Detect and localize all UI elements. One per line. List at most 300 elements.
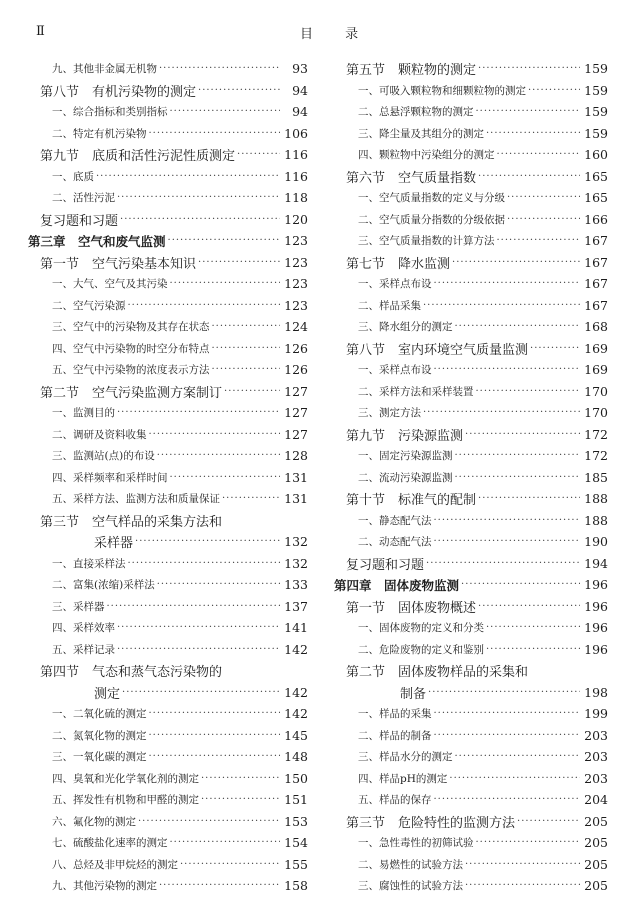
- dot-leader: [168, 106, 281, 117]
- toc-title: 九、其他污染物的测定: [52, 880, 157, 893]
- toc-item: [346, 316, 608, 338]
- dot-leader: [196, 85, 280, 96]
- dot-leader: [147, 429, 281, 440]
- toc-item: [40, 553, 308, 575]
- dot-leader: [426, 687, 580, 698]
- toc-item: [40, 574, 308, 596]
- toc-page-number: 132: [284, 555, 308, 571]
- toc-page-number: 196: [584, 641, 608, 657]
- toc-item: [40, 359, 308, 381]
- toc-item: [40, 187, 308, 209]
- toc-item: [346, 789, 608, 811]
- toc-item: [346, 80, 608, 102]
- toc-page-number: 169: [584, 340, 608, 356]
- toc-page-number: 205: [584, 856, 608, 872]
- toc-title: 三、空气质量指数的计算方法: [358, 235, 495, 248]
- dot-leader: [157, 63, 280, 74]
- toc-item: [346, 295, 608, 317]
- dot-leader: [495, 149, 581, 160]
- toc-page-number: 194: [584, 555, 608, 571]
- toc-page-number: 155: [284, 856, 308, 872]
- toc-title: 六、氟化物的测定: [52, 815, 136, 828]
- dot-leader: [515, 816, 580, 827]
- toc-item: [40, 295, 308, 317]
- toc-page-number: 159: [584, 104, 608, 120]
- toc-review: [346, 553, 608, 575]
- dot-leader: [447, 773, 580, 784]
- toc-title: 一、综合指标和类别指标: [52, 106, 168, 119]
- toc-item: [346, 725, 608, 747]
- toc-page-number: 205: [584, 813, 608, 829]
- toc-title: 一、可吸入颗粒物和细颗粒物的测定: [358, 84, 526, 97]
- toc-item: [40, 639, 308, 661]
- toc-item: [40, 768, 308, 790]
- toc-item: [346, 832, 608, 854]
- toc-page-number: 123: [284, 233, 308, 249]
- toc-section: [40, 252, 308, 274]
- toc-item: [346, 639, 608, 661]
- toc-page-number: 153: [284, 813, 308, 829]
- dot-leader: [505, 192, 580, 203]
- toc-item: [346, 402, 608, 424]
- toc-title: 第一节 空气污染基本知识: [40, 256, 197, 272]
- toc-title: 二、氮氧化物的测定: [52, 729, 147, 742]
- toc-page-number: 203: [584, 727, 608, 743]
- toc-title: 二、特定有机污染物: [52, 127, 147, 140]
- toc-page-number: 142: [284, 641, 308, 657]
- toc-page-number: 150: [284, 770, 308, 786]
- dot-leader: [432, 730, 581, 741]
- toc-item: [40, 811, 308, 833]
- toc-column-left: [28, 58, 308, 897]
- toc-item: [346, 381, 608, 403]
- dot-leader: [476, 493, 580, 504]
- toc-item: [40, 617, 308, 639]
- dot-leader: [463, 880, 580, 891]
- toc-page-number: 172: [584, 426, 608, 442]
- toc-item: [346, 768, 608, 790]
- toc-section: [346, 166, 608, 188]
- dot-leader: [115, 644, 280, 655]
- toc-title: 一、直接采样法: [52, 557, 126, 570]
- dot-leader: [166, 235, 280, 246]
- toc-title: 四、采样频率和采样时间: [52, 471, 168, 484]
- dot-leader: [459, 579, 580, 590]
- toc-title-cont: 制备: [400, 686, 427, 702]
- toc-title: 一、采样点布设: [358, 364, 432, 377]
- toc-item: [346, 123, 608, 145]
- toc-title: 一、固定污染源监测: [358, 450, 453, 463]
- dot-leader: [126, 300, 281, 311]
- toc-section: [40, 144, 308, 166]
- toc-title: 五、采样记录: [52, 643, 115, 656]
- toc-title: 第十节 标准气的配制: [346, 493, 477, 509]
- toc-page-number: 199: [584, 706, 608, 722]
- dot-leader: [495, 235, 581, 246]
- toc-page-number: 168: [584, 319, 608, 335]
- toc-page-number: 205: [584, 878, 608, 894]
- toc-item: [346, 445, 608, 467]
- toc-page-number: 116: [284, 168, 308, 184]
- toc-item: [40, 703, 308, 725]
- toc-page-number: 159: [584, 82, 608, 98]
- dot-leader: [424, 558, 580, 569]
- toc-title: 一、二氧化硫的测定: [52, 708, 147, 721]
- toc-title: 九、其他非金属无机物: [52, 63, 157, 76]
- toc-page-number: 131: [284, 469, 308, 485]
- toc-item: [40, 875, 308, 897]
- dot-leader: [474, 837, 581, 848]
- toc-page-number: 204: [584, 792, 608, 808]
- toc-title: 第七节 降水监测: [346, 256, 451, 272]
- toc-page-number: 159: [584, 61, 608, 77]
- toc-page-number: 167: [584, 276, 608, 292]
- toc-section: [346, 58, 608, 80]
- dot-leader: [421, 300, 580, 311]
- toc-page-number: 132: [284, 534, 308, 550]
- toc-column-right: [334, 58, 608, 897]
- toc-title: 五、采样方法、监测方法和质量保证: [52, 493, 220, 506]
- toc-item: [40, 338, 308, 360]
- dot-leader: [432, 515, 581, 526]
- dot-leader: [155, 579, 280, 590]
- toc-title: 二、富集(浓缩)采样法: [52, 579, 155, 592]
- toc-title: 一、急性毒性的初筛试验: [358, 837, 474, 850]
- toc-page-number: 137: [284, 598, 308, 614]
- dot-leader: [136, 816, 280, 827]
- toc-page-number: 128: [284, 448, 308, 464]
- dot-leader: [484, 622, 580, 633]
- toc-page-number: 196: [584, 598, 608, 614]
- toc-page-number: 127: [284, 405, 308, 421]
- toc-title: 三、一氧化碳的测定: [52, 751, 147, 764]
- toc-section: [346, 811, 608, 833]
- toc-chapter: [28, 230, 308, 252]
- dot-leader: [505, 214, 580, 225]
- toc-page-number: 188: [584, 512, 608, 528]
- toc-page-number: 165: [584, 190, 608, 206]
- dot-leader: [157, 880, 280, 891]
- toc-page-number: 172: [584, 448, 608, 464]
- toc-item: [346, 209, 608, 231]
- toc-page-number: 131: [284, 491, 308, 507]
- dot-leader: [147, 708, 281, 719]
- toc-title: 三、降水组分的测定: [358, 321, 453, 334]
- toc-item: [346, 467, 608, 489]
- page-number-roman: Ⅱ: [36, 24, 45, 39]
- toc-title: 三、腐蚀性的试验方法: [358, 880, 463, 893]
- dot-leader: [474, 386, 581, 397]
- dot-leader: [476, 601, 580, 612]
- toc-chapter: [334, 574, 608, 596]
- toc-page-number: 154: [284, 835, 308, 851]
- dot-leader: [450, 257, 580, 268]
- toc-item: [346, 746, 608, 768]
- dot-leader: [453, 751, 581, 762]
- dot-leader: [432, 536, 581, 547]
- toc-title: 复习题和习题: [40, 213, 119, 229]
- dot-leader: [463, 859, 580, 870]
- toc-title: 第三节 空气样品的采集方法和: [40, 514, 223, 530]
- dot-leader: [484, 644, 580, 655]
- toc-page-number: 116: [284, 147, 308, 163]
- dot-leader: [235, 149, 280, 160]
- toc-title: 二、样品的制备: [358, 729, 432, 742]
- dot-leader: [526, 85, 580, 96]
- toc-title: 二、流动污染源监测: [358, 471, 453, 484]
- toc-title: 第二节 空气污染监测方案制订: [40, 385, 223, 401]
- toc-page-number: 166: [584, 211, 608, 227]
- dot-leader: [476, 171, 580, 182]
- dot-leader: [432, 278, 581, 289]
- toc-item: [40, 854, 308, 876]
- toc-section: [346, 596, 608, 618]
- toc-title: 三、监测站(点)的布设: [52, 450, 155, 463]
- toc-item: [346, 510, 608, 532]
- toc-title: 八、总烃及非甲烷烃的测定: [52, 858, 178, 871]
- toc-item: [346, 230, 608, 252]
- toc-title: 复习题和习题: [346, 557, 425, 573]
- dot-leader: [432, 708, 581, 719]
- toc-page-number: 188: [584, 491, 608, 507]
- toc-title: 三、测定方法: [358, 407, 421, 420]
- toc-page-number: 170: [584, 405, 608, 421]
- toc-page-number: 170: [584, 383, 608, 399]
- toc-page-number: 142: [284, 706, 308, 722]
- toc-item: [346, 359, 608, 381]
- toc-section: [40, 660, 308, 703]
- dot-leader: [210, 343, 281, 354]
- dot-leader: [528, 343, 580, 354]
- dot-leader: [168, 472, 281, 483]
- toc-page-number: 160: [584, 147, 608, 163]
- toc-page-number: 123: [284, 254, 308, 270]
- toc-title: 第一节 固体废物概述: [346, 600, 477, 616]
- toc-title: 一、静态配气法: [358, 514, 432, 527]
- dot-leader: [453, 472, 581, 483]
- toc-page-number: 165: [584, 168, 608, 184]
- toc-title: 四、臭氧和光化学氧化剂的测定: [52, 772, 199, 785]
- toc-title: 四、样品pH的测定: [358, 772, 448, 785]
- toc-title: 二、动态配气法: [358, 536, 432, 549]
- toc-title: 一、样品的采集: [358, 708, 432, 721]
- toc-page-number: 145: [284, 727, 308, 743]
- toc-page-number: 142: [284, 684, 308, 700]
- toc-page-number: 120: [284, 211, 308, 227]
- toc-title: 第六节 空气质量指数: [346, 170, 477, 186]
- toc-title: 二、采样方法和采样装置: [358, 385, 474, 398]
- toc-item: [40, 402, 308, 424]
- toc-item: [40, 467, 308, 489]
- toc-title: 一、大气、空气及其污染: [52, 278, 168, 291]
- toc-title: 第八节 室内环境空气质量监测: [346, 342, 529, 358]
- dot-leader: [168, 837, 281, 848]
- toc-page-number: 123: [284, 276, 308, 292]
- toc-title: 第四节 气态和蒸气态污染物的: [40, 665, 223, 681]
- toc-title: 一、空气质量指数的定义与分级: [358, 192, 505, 205]
- dot-leader: [105, 601, 281, 612]
- dot-leader: [147, 128, 281, 139]
- dot-leader: [115, 622, 280, 633]
- toc-title: 二、空气质量分指数的分级依据: [358, 213, 505, 226]
- dot-leader: [199, 773, 280, 784]
- toc-title: 五、样品的保存: [358, 794, 432, 807]
- toc-section: [40, 381, 308, 403]
- toc-title: 第三节 危险特性的监测方法: [346, 815, 516, 831]
- toc-title: 三、空气中的污染物及其存在状态: [52, 321, 210, 334]
- toc-item: [40, 424, 308, 446]
- toc-page-number: 126: [284, 362, 308, 378]
- dot-leader: [115, 192, 280, 203]
- toc-item: [346, 273, 608, 295]
- toc-section: [346, 338, 608, 360]
- toc-section: [346, 660, 608, 703]
- toc-title: 二、活性污泥: [52, 192, 115, 205]
- toc-title: 七、硫酸盐化速率的测定: [52, 837, 168, 850]
- toc-page-number: 196: [584, 620, 608, 636]
- dot-leader: [199, 794, 280, 805]
- toc-page-number: 127: [284, 426, 308, 442]
- toc-title: 一、底质: [52, 170, 94, 183]
- toc-item: [40, 316, 308, 338]
- toc-page-number: 198: [584, 684, 608, 700]
- toc-page-number: 94: [292, 104, 308, 120]
- toc-item: [40, 123, 308, 145]
- toc-section: [346, 488, 608, 510]
- toc-page-number: 159: [584, 125, 608, 141]
- toc-page-number: 127: [284, 383, 308, 399]
- toc-page-number: 106: [284, 125, 308, 141]
- dot-leader: [453, 321, 581, 332]
- toc-page-number: 141: [284, 620, 308, 636]
- toc-item: [346, 101, 608, 123]
- toc-title: 五、空气中污染物的浓度表示方法: [52, 364, 210, 377]
- dot-leader: [94, 171, 280, 182]
- toc-item: [346, 854, 608, 876]
- dot-leader: [115, 407, 280, 418]
- toc-item: [346, 875, 608, 897]
- dot-leader: [168, 278, 281, 289]
- toc-title: 第五节 颗粒物的测定: [346, 63, 477, 79]
- dot-leader: [155, 450, 280, 461]
- toc-section: [346, 252, 608, 274]
- toc-title: 第九节 底质和活性污泥性质测定: [40, 149, 236, 165]
- toc-item: [346, 144, 608, 166]
- toc-title: 三、采样器: [52, 600, 105, 613]
- dot-leader: [484, 128, 580, 139]
- toc-page-number: 148: [284, 749, 308, 765]
- toc-title: 二、样品采集: [358, 299, 421, 312]
- toc-item: [346, 187, 608, 209]
- toc-item: [346, 703, 608, 725]
- toc-title: 二、易燃性的试验方法: [358, 858, 463, 871]
- toc-page-number: 205: [584, 835, 608, 851]
- toc-title: 第九节 污染源监测: [346, 428, 464, 444]
- toc-title: 二、调研及资料收集: [52, 428, 147, 441]
- toc-title: 一、固体废物的定义和分类: [358, 622, 484, 635]
- toc-title: 四、空气中污染物的时空分布特点: [52, 342, 210, 355]
- toc-page-number: 158: [284, 878, 308, 894]
- toc-section: [346, 424, 608, 446]
- toc-page-number: 93: [292, 61, 308, 77]
- toc-title: 第八节 有机污染物的测定: [40, 84, 197, 100]
- dot-leader: [178, 859, 280, 870]
- toc-page-number: 118: [284, 190, 308, 206]
- toc-title: 一、采样点布设: [358, 278, 432, 291]
- dot-leader: [210, 364, 281, 375]
- toc-page-number: 126: [284, 340, 308, 356]
- toc-title: 五、挥发性有机物和甲醛的测定: [52, 794, 199, 807]
- toc-title: 四、采样效率: [52, 622, 115, 635]
- toc-item: [40, 488, 308, 510]
- toc-page-number: 190: [584, 534, 608, 550]
- toc-title: 三、降尘量及其组分的测定: [358, 127, 484, 140]
- dot-leader: [432, 364, 581, 375]
- toc-item: [40, 101, 308, 123]
- toc-title: 第二节 固体废物样品的采集和: [346, 665, 529, 681]
- dot-leader: [210, 321, 281, 332]
- toc-item: [346, 617, 608, 639]
- dot-leader: [147, 751, 281, 762]
- toc-item: [40, 58, 308, 80]
- toc-item: [40, 832, 308, 854]
- dot-leader: [453, 450, 581, 461]
- toc-item: [40, 789, 308, 811]
- toc-page-number: 203: [584, 770, 608, 786]
- toc-title: 一、监测目的: [52, 407, 115, 420]
- toc-title: 二、危险废物的定义和鉴别: [358, 643, 484, 656]
- toc-page-number: 167: [584, 254, 608, 270]
- dot-leader: [421, 407, 580, 418]
- dot-leader: [126, 558, 281, 569]
- toc-title: 二、总悬浮颗粒物的测定: [358, 106, 474, 119]
- dot-leader: [118, 214, 280, 225]
- toc-page-number: 203: [584, 749, 608, 765]
- toc-title-cont: 测定: [94, 686, 121, 702]
- toc-page-number: 151: [284, 792, 308, 808]
- dot-leader: [133, 536, 280, 547]
- toc-page-number: 167: [584, 297, 608, 313]
- toc-page-number: 94: [292, 82, 308, 98]
- toc-page-number: 196: [584, 577, 608, 593]
- toc-item: [40, 273, 308, 295]
- toc-item: [40, 166, 308, 188]
- dot-leader: [196, 257, 280, 268]
- toc-title: 第四章 固体废物监测: [334, 577, 460, 593]
- toc-section: [40, 510, 308, 553]
- dot-leader: [463, 429, 580, 440]
- toc-section: [40, 80, 308, 102]
- dot-leader: [476, 63, 580, 74]
- toc-page-number: 169: [584, 362, 608, 378]
- toc-title-cont: 采样器: [94, 536, 134, 552]
- toc-item: [40, 445, 308, 467]
- dot-leader: [220, 493, 280, 504]
- toc-title: 第三章 空气和废气监测: [28, 233, 166, 249]
- toc-page-number: 124: [284, 319, 308, 335]
- page-title: 目 录: [300, 27, 373, 42]
- dot-leader: [222, 386, 280, 397]
- dot-leader: [120, 687, 280, 698]
- toc-title: 二、空气污染源: [52, 299, 126, 312]
- dot-leader: [147, 730, 281, 741]
- toc-review: [40, 209, 308, 231]
- toc-page-number: 185: [584, 469, 608, 485]
- dot-leader: [432, 794, 581, 805]
- dot-leader: [474, 106, 581, 117]
- toc-item: [40, 746, 308, 768]
- toc-page-number: 167: [584, 233, 608, 249]
